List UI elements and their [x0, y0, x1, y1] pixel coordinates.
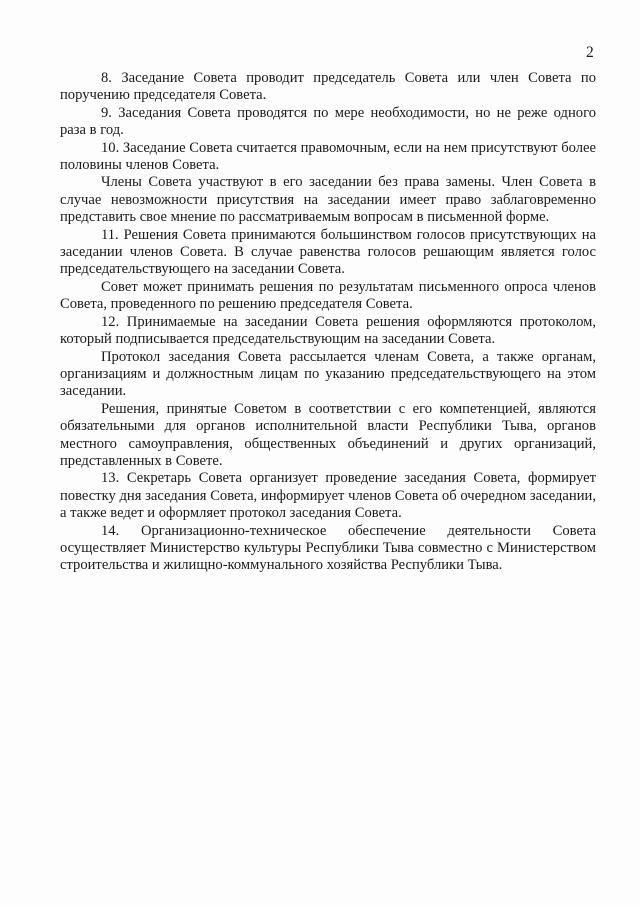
- paragraph-12: 12. Принимаемые на заседании Совета решения оформляются протоколом, который подписывается председательствующим на заседании Совета.: [60, 313, 596, 348]
- page-number: 2: [586, 44, 594, 61]
- paragraph-12-binding-decisions: Решения, принятые Советом в соответствии с его компетенцией, являются обязательными для органов исполнительной власти Республики Тыва, органов местного самоуправления, общественных объединений и других организаций, представленных в Совете.: [60, 400, 596, 469]
- paragraph-14: 14. Организационно-техническое обеспечение деятельности Совета осуществляет Министерство культуры Республики Тыва совместно с Министерством строительства и жилищно-коммунального хозяйства Республики Тыва.: [60, 522, 596, 574]
- paragraph-10: 10. Заседание Совета считается правомочным, если на нем присутствуют более половины членов Совета.: [60, 139, 596, 174]
- paragraph-12-protocol-distribution: Протокол заседания Совета рассылается членам Совета, а также органам, организациям и должностным лицам по указанию председательствующего на этом заседании.: [60, 348, 596, 400]
- paragraph-10-members: Члены Совета участвуют в его заседании без права замены. Член Совета в случае невозможности присутствия на заседании имеет право заблаговременно представить свое мнение по рассматриваемым вопросам в письменной форме.: [60, 174, 596, 226]
- paragraph-11-written-poll: Совет может принимать решения по результатам письменного опроса членов Совета, проведенного по решению председателя Совета.: [60, 278, 596, 313]
- paragraph-13: 13. Секретарь Совета организует проведение заседания Совета, формирует повестку дня заседания Совета, информирует членов Совета об очередном заседании, а также ведет и оформляет протокол заседания Совета.: [60, 470, 596, 522]
- paragraph-9: 9. Заседания Совета проводятся по мере необходимости, но не реже одного раза в год.: [60, 104, 596, 139]
- document-body: [60, 70, 596, 575]
- paragraph-11: 11. Решения Совета принимаются большинством голосов присутствующих на заседании членов Совета. В случае равенства голосов решающим является голос председательствующего на заседании Совета.: [60, 226, 596, 278]
- paragraph-8: 8. Заседание Совета проводит председатель Совета или член Совета по поручению председателя Совета.: [60, 70, 596, 104]
